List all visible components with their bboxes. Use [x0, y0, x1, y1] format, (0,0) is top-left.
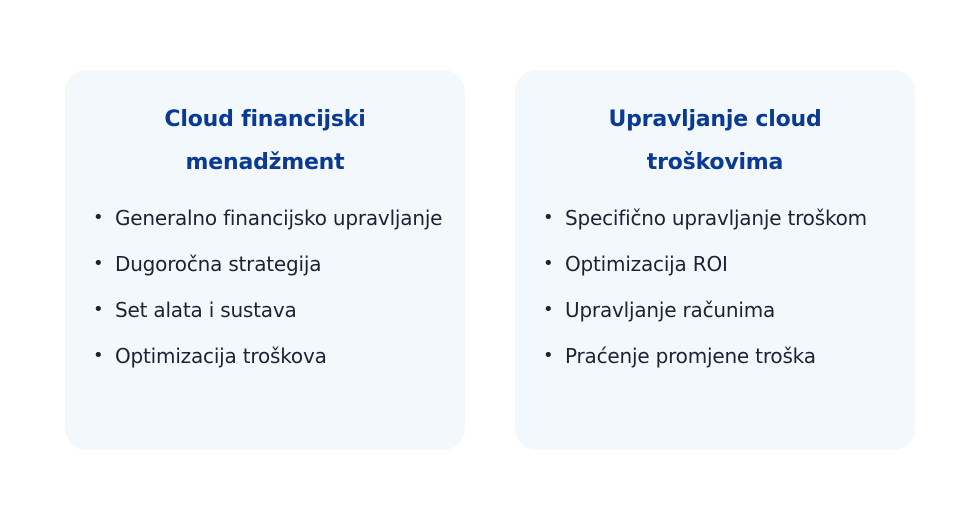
card-title-line-2: troškovima — [646, 150, 784, 175]
list-item — [543, 246, 895, 282]
list-item-text: Upravljanje računima — [565, 298, 776, 322]
bullet-icon: • — [93, 207, 104, 228]
list-item-text: Generalno financijsko upravljanje — [115, 206, 443, 230]
list-item — [543, 338, 895, 374]
list-item-text: Praćenje promjene troška — [565, 344, 816, 368]
bullet-icon: • — [543, 253, 554, 274]
list-item — [93, 292, 445, 328]
bullet-icon: • — [93, 299, 104, 320]
card-title — [85, 98, 445, 184]
card-title-line-1: Cloud financijski — [164, 107, 366, 132]
list-item — [93, 338, 445, 374]
card-title — [535, 98, 895, 184]
list-item — [543, 292, 895, 328]
bullet-icon: • — [93, 253, 104, 274]
feature-list — [93, 200, 445, 384]
list-item-text: Specifično upravljanje troškom — [565, 206, 867, 230]
list-item-text: Optimizacija ROI — [565, 252, 728, 276]
bullet-icon: • — [543, 345, 554, 366]
bullet-icon: • — [543, 299, 554, 320]
card-title-line-1: Upravljanje cloud — [608, 107, 822, 132]
bullet-icon: • — [543, 207, 554, 228]
cloud-cost-management-card — [515, 70, 915, 450]
cloud-financial-management-card — [65, 70, 465, 450]
list-item-text: Optimizacija troškova — [115, 344, 327, 368]
list-item-text: Dugoročna strategija — [115, 252, 322, 276]
list-item — [93, 246, 445, 282]
list-item-text: Set alata i sustava — [115, 298, 297, 322]
feature-list — [543, 200, 895, 384]
bullet-icon: • — [93, 345, 104, 366]
list-item — [93, 200, 445, 236]
card-title-line-2: menadžment — [185, 150, 345, 175]
list-item — [543, 200, 895, 236]
